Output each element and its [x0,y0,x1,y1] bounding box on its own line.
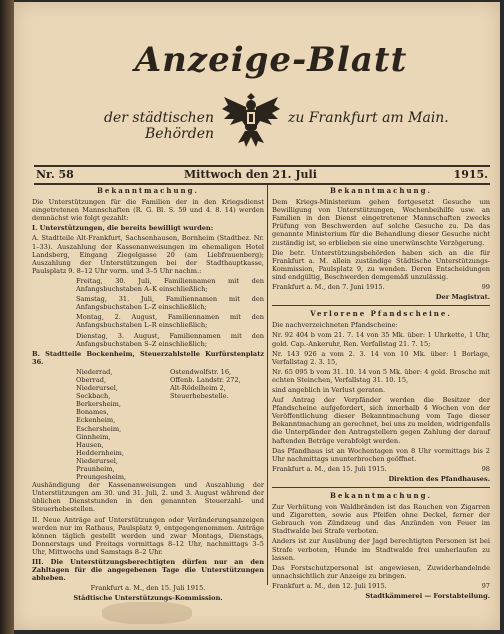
places-list [32,368,264,481]
schedule-row: Samstag, 31. Juli, Familiennamen mit den Anfangsbuchstaben L–Z einschließlich; [76,295,264,312]
place-item: Berkersheim, [76,400,121,409]
notice-heading: Verlorene Pfandscheine. [310,309,452,319]
place-item: Niederrad, [76,367,113,376]
place-date [272,582,490,590]
pawn-ticket-row: Nr. 65 095 b vom 31. 10. 14 von 5 Mk. über: 4 gold. Brosche mit echten Steinchen, Verfallstag 31. 10. 15, [272,367,490,384]
masthead [14,2,500,154]
place-item: Alt-Rödelheim 2, [170,384,226,393]
notice-paragraph: Die nachverzeichneten Pfandscheine: [272,321,398,330]
section-three-text: III. Die Unterstützungsberechtigten dürfen nur an den Zahltagen für die angegebenen Tage die Unterstützungen abheben. [32,558,264,583]
place-date [272,465,490,473]
place-item: Heddernheim, [76,448,125,457]
signature: Stadtkämmerei — Forstabteilung. [365,592,490,601]
left-column [32,185,264,606]
place-item: Ostendwolfstr. 16, [170,367,232,376]
notice-heading: Bekanntmachung. [330,491,432,500]
section-rule [272,305,490,306]
section-two-text: II. Neue Anträge auf Unterstützungen oder Veränderungsanzeigen werden nur im Rathaus, Paulsplatz 9, entgegengenommen. Anträge können täglich gestellt werden und zwar Montags, Dienstags, Donnerstags und Freitags vormittags 8–12 Uhr, nachmittags 3–5 Uhr, Mittwochs und Samstags 8–2 Uhr. [32,515,264,556]
schedule-row: Montag, 2. August, Familiennamen mit den Anfangsbuchstaben L–R einschließlich; [76,313,264,330]
right-column [272,185,490,603]
notice-paragraph: Das Forstschutzpersonal ist angewiesen, Zuwiderhandelnde unnachsichtlich zur Anzeige zu bringen. [272,563,490,580]
signature: Städtische Unterstützungs-Kommission. [73,594,223,603]
place-item: Seckbach, [76,392,111,401]
section-rule [272,487,490,488]
place-item: Offenb. Landstr. 272, [170,375,241,384]
notice-number: 97 [481,581,490,590]
paper-stain [102,602,192,624]
place-item: Steuerhebestelle. [170,392,229,401]
place-item: Bonames, [76,408,109,417]
notice-paragraph: Auf Antrag der Verpfänder werden die Besitzer der Pfandscheine aufgefordert, sich innerhalb 4 Wochen von der Veröffentlichung dieser Bekanntmachung vom Tage dieser Bekanntmachung an gerechnet, bei uns zu melden, widrigenfalls die Unterpfänder den Antragstellern gegen Zahlung der darauf haftenden Beträge verabfolgt werden. [272,396,490,445]
signature: Direktion des Pfandhauses. [388,474,490,483]
notice-intro: Die Unterstützungen für die Familien der in den Kriegsdienst eingetretenen Mannschaften (R. G. Bl. S. 59 und 4. 8. 14) werden demnächst wie folgt gezahlt: [32,198,264,223]
issue-date: Mittwoch den 21. Juli [184,168,317,181]
place-item: Hausen, [76,440,104,449]
issue-year: 1915. [453,168,488,181]
section-one-heading: I. Unterstützungen, die bereits bewilligt wurden: [32,224,214,233]
place-item: Ginnheim, [76,432,111,441]
dateline [34,165,490,185]
notice-paragraph: Die betr. Unterstützungsbehörden haben sich an die für Frankfurt a. M. allein zuständige Städtische Unterstützungs-Kommission, Paulsplatz 9, zu wenden. Deren Entscheidungen sind endgültig, Beschwerden demgemäß unzulässig. [272,248,490,281]
schedule-row: Freitag, 30. Juli, Familiennamen mit den Anfangsbuchstaben A–K einschließlich; [76,276,264,294]
subtitle-right: zu Frankfurt am Main. [288,110,449,126]
place-item: Niederursel, [76,456,118,465]
pawn-ticket-row: Nr. 143 926 a vom 2. 3. 14 von 10 Mk. über: 1 Borlage, Verfallstag 2. 3. 15, [272,349,490,366]
subtitle-left: der städtischen Behörden [104,110,214,142]
notice-heading: Bekanntmachung. [330,186,432,195]
notice-number: 99 [481,283,490,292]
issue-number: Nr. 58 [36,168,74,181]
book-spine [0,0,14,634]
section-b-text: B. Stadtteile Bockenheim, Steuerzahlstelle Kurfürstenplatz 36. [32,349,264,366]
newspaper-title: Anzeige-Blatt [134,40,408,80]
notice-paragraph: Dem Kriegs-Ministerium gehen fortgesetzt Gesuche um Bewilligung von Unterstützungen, Wochenbeihilfe usw. an Familien in den Dienst eingetretener Mannschaften zwecks Prüfung von Beschwerden auf solche Gesuche zu. Da das genannte Ministerium für die Behandlung dieser Gesuche nicht zuständig ist, so erblieben sie eine unerwünschte Verzögerung. [272,198,490,247]
column-divider [267,185,268,585]
place-date-text: Frankfurt a. M., den 7. Juni 1915. [272,283,385,292]
notice-heading: Bekanntmachung. [97,186,199,195]
place-date-text: Frankfurt a. M., den 15. Juli 1915. [272,464,387,473]
signature: Der Magistrat. [435,293,490,302]
place-date-text: Frankfurt a. M., den 12. Juli 1915. [272,581,387,590]
place-item: Eschersheim, [76,424,122,433]
section-a-text: A. Stadtteile Alt-Frankfurt, Sachsenhausen, Bornheim (Stadtbez. Nr. 1–33). Auszahlung der Kassenanweisungen im ehemaligen Hotel Landsberg, Eingang Ziegelgasse 20 (am Liebfrauenberg); Auszahlung der Unterstützungen bei der Stadthauptkasse, Paulsplatz 9. 8–12 Uhr vorm. und 3–5 Uhr nachm.: [32,234,264,275]
notice-paragraph: sind angeblich in Verlust geraten. [272,385,386,394]
notice-paragraph: Anders ist zur Ausübung der Jagd berechtigten Personen ist bei Strafe verboten, Hunde im Stadtwalde frei umherlaufen zu lassen. [272,537,490,562]
place-date: Frankfurt a. M., den 15. Juli 1915. [90,584,206,593]
pawn-ticket-row: Nr. 92 404 b vom 21. 7. 14 von 35 Mk. über: 1 Uhrkette, 1 Uhr, gold. Cap.-Ankeruhr, Ren. Verfallstag 21. 7. 15; [272,331,490,348]
notice-paragraph: Zur Verhütung von Waldbränden ist das Rauchen von Zigarren und Zigaretten, sowie aus Pfeifen ohne Deckel, ferner der Gebrauch von Zündzeug und das Anzünden von Feuer im Stadtwalde bei Strafe verboten. [272,503,490,536]
place-item: Praunheim, [76,465,115,473]
place-item: Preungesheim, [76,473,127,482]
place-item: Eckenheim, [76,416,116,425]
notice-number: 98 [481,464,490,473]
after-b-text: Aushändigung der Kassenanweisungen und Auszahlung der Unterstützungen am 30. und 31. Juli, 2. und 3. August während der üblichen Dienststunden in den genannten Steuerzahl- und Steuerhebestellen. [32,481,264,514]
newspaper-page [14,2,500,630]
notice-paragraph: Das Pfandhaus ist an Wochentagen von 8 Uhr vormittags bis 2 Uhr nachmittags ununterbrochen geöffnet. [272,446,490,463]
eagle-emblem-icon [220,87,282,151]
schedule-row: Dienstag, 3. August, Familiennamen mit den Anfangsbuchstaben S–Z einschließlich; [76,331,264,348]
place-item: Niederursel, [76,384,118,393]
place-date [272,283,490,291]
place-item: Oberrad, [76,375,107,384]
